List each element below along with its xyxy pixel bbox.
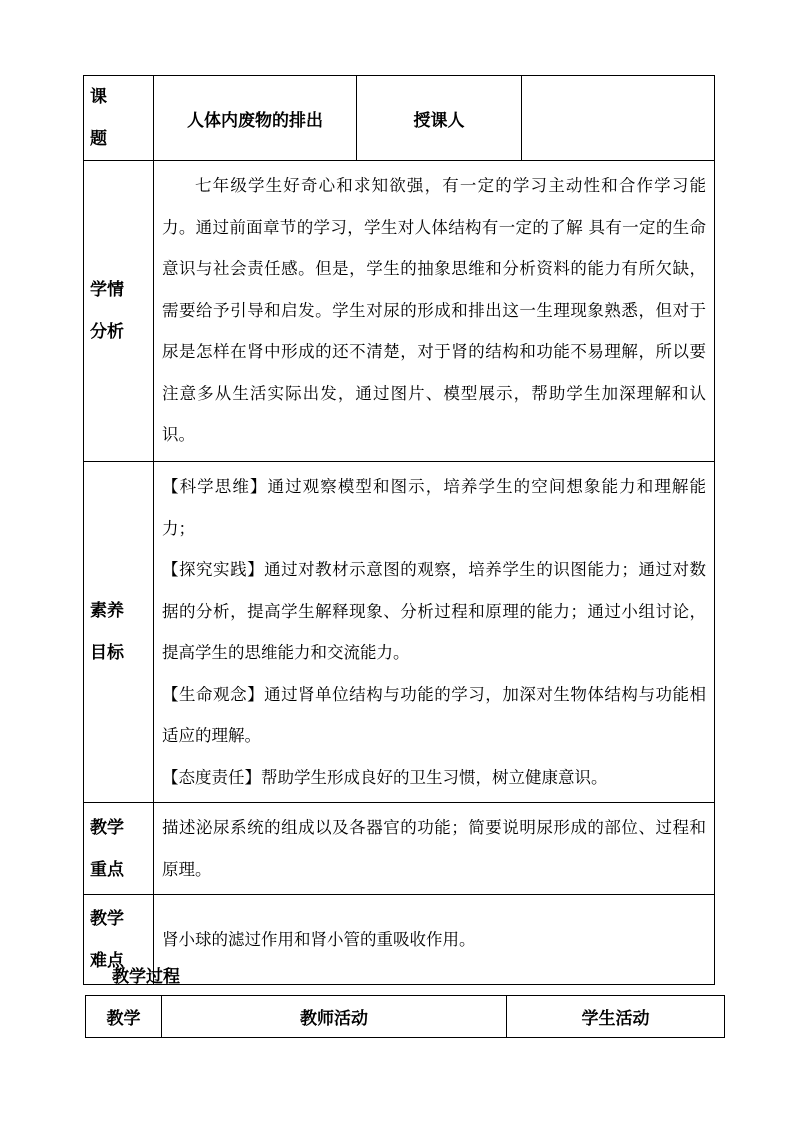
teacher-label: 授课人 xyxy=(357,76,522,161)
teacher-value xyxy=(522,76,715,161)
process-header-row xyxy=(86,996,725,1038)
key-points-label-line1: 教学 xyxy=(90,817,124,838)
key-points-row xyxy=(84,803,715,895)
topic-label-line1: 课 xyxy=(90,87,107,107)
analysis-text: 七年级学生好奇心和求知欲强，有一定的学习主动性和合作学习能力。通过前面章节的学习，学生对人体结构有一定的了解 具有一定的生命意识与社会责任感。但是，学生的抽象思维和分析资料的能力有所欠缺，需要给予引导和启发。学生对尿的形成和排出这一生理现象熟悉，但对于尿是怎样在肾中形成的还不清楚，对于肾的结构和功能不易理解，所以要注意多从生活实际出发，通过图片、模型展示，帮助学生加深理解和认识。 xyxy=(162,176,706,444)
goal-attitude-responsibility: 【态度责任】帮助学生形成良好的卫生习惯，树立健康意识。 xyxy=(162,767,608,787)
topic-label-cell xyxy=(84,76,154,161)
process-title: 教学过程 xyxy=(112,967,180,987)
difficulties-cell xyxy=(154,895,715,985)
goals-label-line1: 素养 xyxy=(90,601,124,621)
difficulties-label-line1: 教学 xyxy=(90,908,124,929)
topic-label-line2: 题 xyxy=(90,129,107,149)
analysis-label-line2: 分析 xyxy=(90,322,124,342)
goals-label-line2: 目标 xyxy=(90,643,124,663)
analysis-cell xyxy=(154,161,715,462)
process-header-student: 学生活动 xyxy=(507,996,725,1038)
goal-life-concept: 【生命观念】通过肾单位结构与功能的学习，加深对生物体结构与功能相适应的理解。 xyxy=(162,684,706,745)
goals-cell xyxy=(154,462,715,803)
difficulties-text: 肾小球的滤过作用和肾小管的重吸收作用。 xyxy=(162,929,476,949)
key-points-label-cell xyxy=(84,803,154,895)
difficulties-label-line2: 难点 xyxy=(90,950,124,971)
process-header-teacher: 教师活动 xyxy=(162,996,507,1038)
key-points-text: 描述泌尿系统的组成以及各器官的功能；简要说明尿形成的部位、过程和原理。 xyxy=(162,818,706,879)
process-header-stage: 教学 xyxy=(86,996,162,1038)
goals-label-cell xyxy=(84,462,154,803)
goal-inquiry-practice: 【探究实践】通过对教材示意图的观察，培养学生的识图能力；通过对数据的分析，提高学生解释现象、分析过程和原理的能力；通过小组讨论，提高学生的思维能力和交流能力。 xyxy=(162,560,706,662)
goal-scientific-thinking: 【科学思维】通过观察模型和图示，培养学生的空间想象能力和理解能力； xyxy=(162,477,706,538)
goals-row xyxy=(84,462,715,803)
key-points-label-line2: 重点 xyxy=(90,859,124,880)
analysis-label-cell xyxy=(84,161,154,462)
key-points-cell xyxy=(154,803,715,895)
lesson-plan-table xyxy=(83,75,715,985)
analysis-row xyxy=(84,161,715,462)
topic-title: 人体内废物的排出 xyxy=(154,76,357,161)
analysis-label-line1: 学情 xyxy=(90,280,124,300)
topic-row xyxy=(84,76,715,161)
process-table xyxy=(85,995,725,1038)
